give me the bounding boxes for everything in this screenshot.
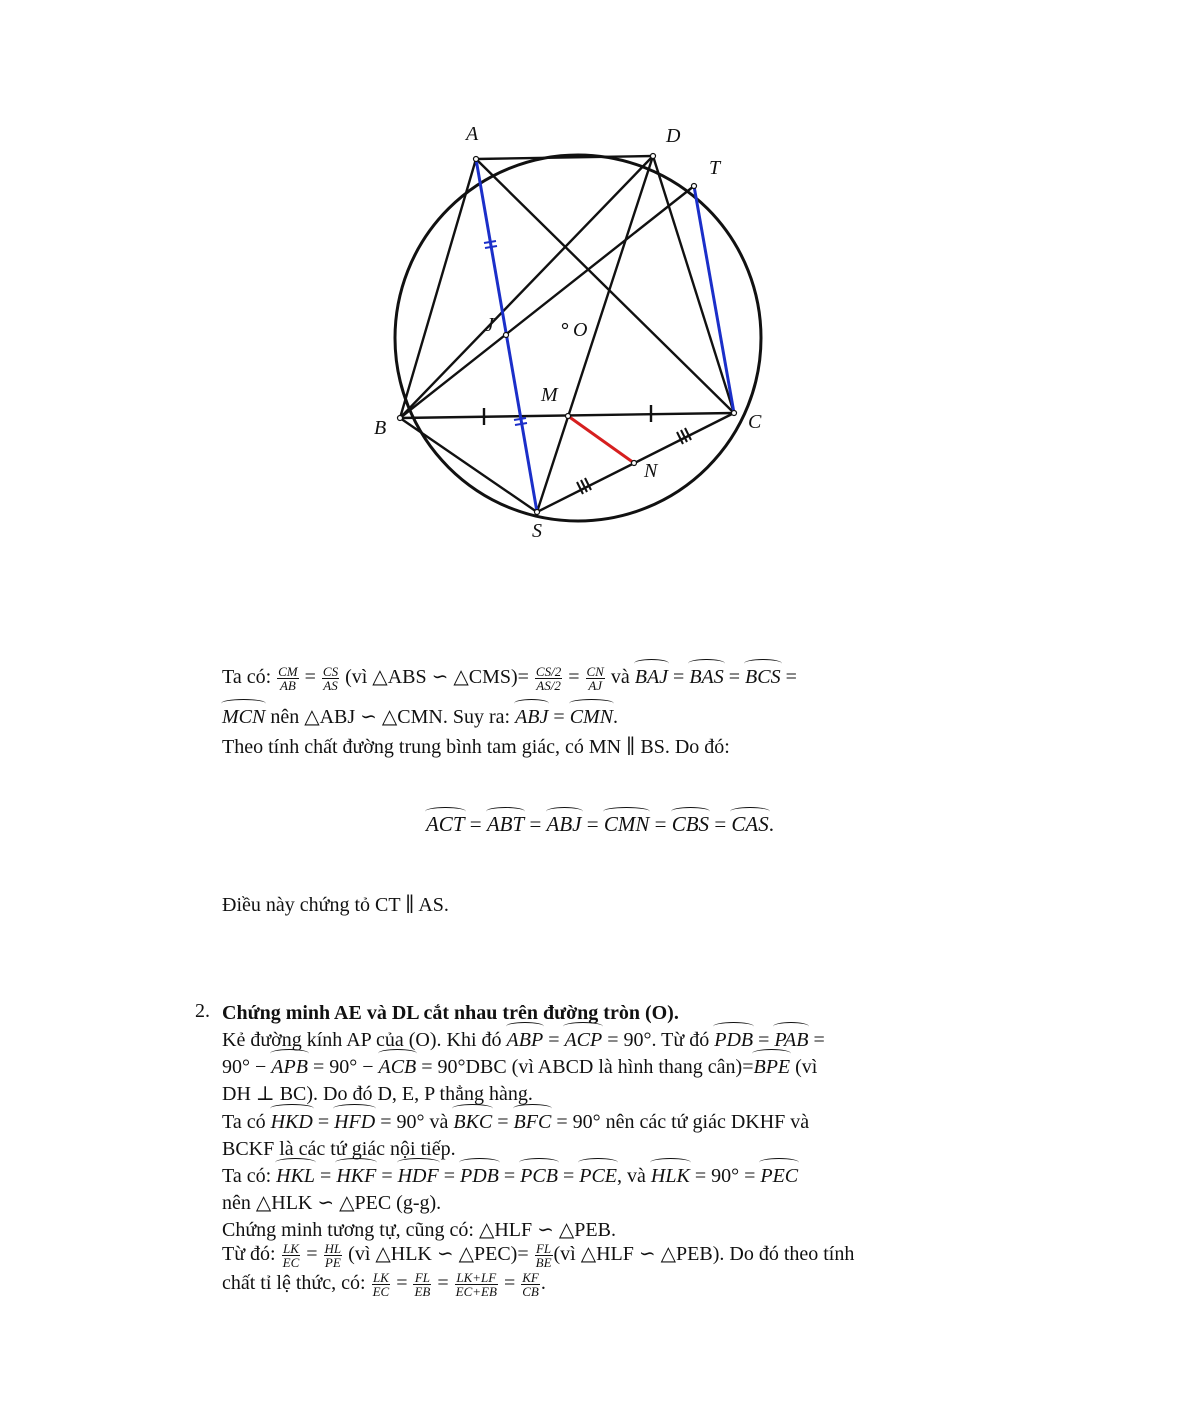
section2-line8: Chứng minh tương tự, cũng có: △HLF ∽ △PEB. [222,1219,616,1241]
frac-cn-aj: $\frac{CN}{AJ}$ [586,663,604,693]
section2-line10: chất tỉ lệ thức, có: $\frac{LK}{EC}$ = $\frac{FL}{EB}$ = $\frac{LK+LF}{EC+EB}$ = $\frac{KF}{CB}$ . [222,1269,546,1299]
geometry-figure [360,110,780,550]
para1-line2: MCN nên △ABJ ∽ △CMN. Suy ra: ABJ = CMN. [222,706,619,728]
conclusion1: Điều này chứng tỏ CT ∥ AS. [222,894,449,916]
frac-cm-ab: $\frac{CM}{AB}$ [278,663,298,693]
section2-line7: nên △HLK ∽ △PEC (g-g). [222,1192,442,1214]
label-d: D [666,125,681,147]
label-n: N [644,460,658,482]
segment-sd [537,156,653,512]
section2-line1: Kẻ đường kính AP của (O). Khi đó ABP = ACP = 90°. Từ đó PDB = PAB = [222,1029,825,1051]
frac-cs-as: $\frac{CS}{AS}$ [322,663,339,693]
label-m: M [541,384,558,406]
equation-angles: ACT = ABT = ABJ = CMN = CBS = CAS. [425,812,774,836]
label-o: O [573,319,588,341]
frac-half: $\frac{CS/2}{AS/2}$ [535,663,562,693]
section2-line6: Ta có: HKL = HKF = HDF = PDB = PCB = PCE, và HLK = 90° = PEC [222,1165,799,1187]
para1-line2-text: nên △ABJ ∽ △CMN. Suy ra: [270,706,511,728]
label-a: A [466,123,479,145]
para1-intro: Ta có: [222,666,272,688]
label-c: C [748,411,762,433]
segment-ad [476,156,653,159]
segment-mn [568,416,634,463]
para1-vi1: (vì △ABS ∽ △CMS)= [345,666,529,688]
segment-bs [400,418,537,512]
label-b: B [374,417,387,439]
label-j: J [485,314,494,336]
para1-line3: Theo tính chất đường trung bình tam giác, có MN ∥ BS. Do đó: [222,736,730,758]
para1-line1: Ta có: $\frac{CM}{AB}$ = $\frac{CS}{AS}$ (vì △ABS ∽ △CMS)= $\frac{CS/2}{AS/2}$ = $\frac{CN}{AJ}$ và BAJ = BAS = BCS = [222,663,797,693]
section2-line2: 90° − APB = 90° − ACB = 90°DBC (vì ABCD là hình thang cân)=BPE (vì [222,1056,818,1078]
section2-line5: BCKF là các tứ giác nội tiếp. [222,1138,456,1160]
section2-line3: DH ⊥ BC). Do đó D, E, P thẳng hàng. [222,1083,533,1105]
label-t: T [709,157,721,179]
para1-va: và [610,666,630,688]
label-s: S [532,520,542,542]
section2-title: Chứng minh AE và DL cắt nhau trên đường tròn (O). [222,1002,679,1024]
section2-line4: Ta có HKD = HFD = 90° và BKC = BFC = 90° nên các tứ giác DKHF và [222,1111,810,1133]
section2-line9: Từ đó: $\frac{LK}{EC}$ = $\frac{HL}{PE}$ (vì △HLK ∽ △PEC)= $\frac{FL}{BE}$ (vì △HLF ∽ △PEB). Do đó theo tính [222,1240,855,1270]
section2-number: 2. [195,1000,210,1022]
